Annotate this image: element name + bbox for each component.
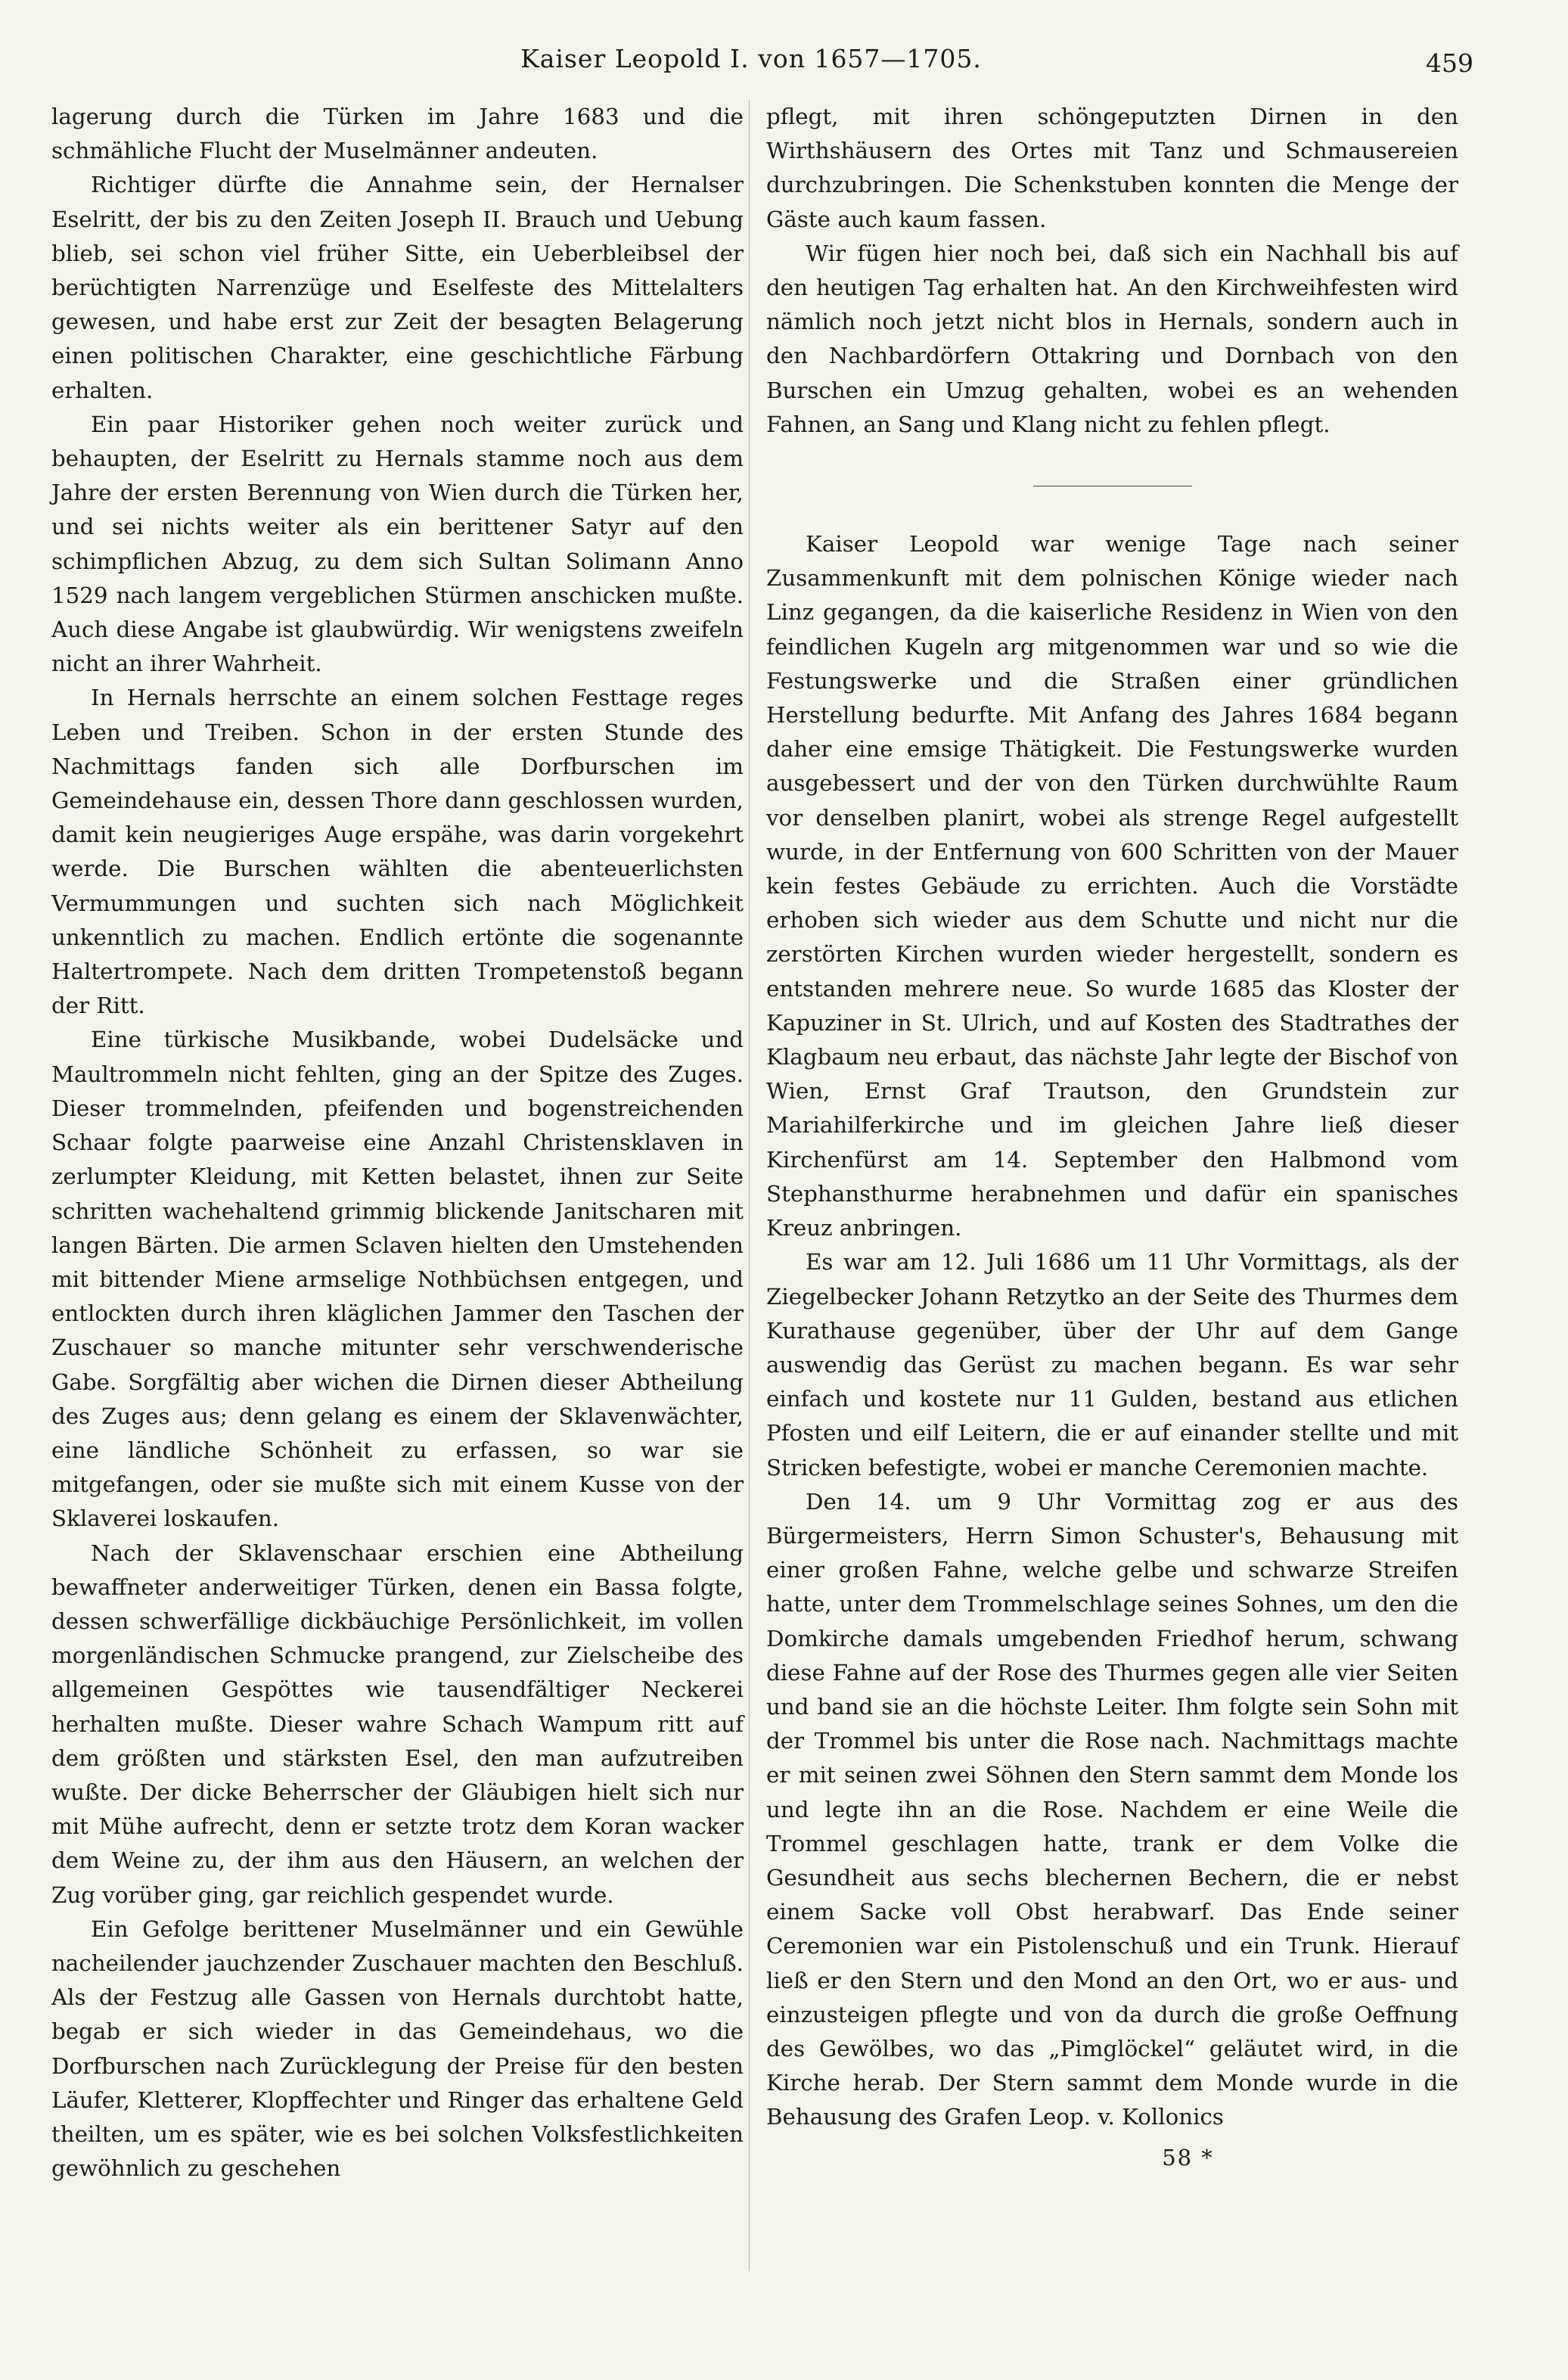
running-title: Kaiser Leopold I. von 1657—1705. [520, 44, 982, 73]
paragraph: Es war am 12. Juli 1686 um 11 Uhr Vormittags, als der Ziegelbecker Johann Retzytko an der Seite des Thurmes dem Kurathause gegenüber, über der Uhr auf dem Gange auswendig das Gerüst zu machen begann. Es war sehr einfach und kostete nur 11 Gulden, bestand aus etlichen Pfosten und eilf Leitern, die er auf einander stellte und mit Stricken befestigte, wobei er manche Ceremonien machte. [766, 1249, 1458, 1481]
paragraph: Ein paar Historiker gehen noch weiter zurück und behaupten, der Eselritt zu Hernals stamme noch aus dem Jahre der ersten Berennung von Wien durch die Türken her, und sei nichts weiter als ein berittener Satyr auf den schimpflichen Abzug, zu dem sich Sultan Solimann Anno 1529 nach langem vergeblichen Stürmen anschicken mußte. Auch diese Angabe ist glaubwürdig. Wir wenigstens zweifeln nicht an ihrer Wahrheit. [51, 411, 744, 677]
column-divider [749, 100, 750, 2271]
left-column [51, 100, 744, 2186]
paragraph: Den 14. um 9 Uhr Vormittag zog er aus des Bürgermeisters, Herrn Simon Schuster's, Behausung mit einer großen Fahne, welche gelbe und schwarze Streifen hatte, unter dem Trommelschlage seines Sohnes, um den die Domkirche damals umgebenden Friedhof herum, schwang diese Fahne auf der Rose des Thurmes gegen alle vier Seiten und band sie an die höchste Leiter. Ihm folgte sein Sohn mit der Trommel bis unter die Rose nach. Nachmittags machte er mit seinen zwei Söhnen den Stern sammt dem Monde los und legte ihn an die Rose. Nachdem er eine Weile die Trommel geschlagen hatte, trank er dem Volke die Gesundheit aus sechs blechernen Bechern, die er nebst einem Sacke voll Obst herabwarf. Das Ende seiner Ceremonien war ein Pistolenschuß und ein Trunk. Hierauf ließ er den Stern und den Mond an den Ort, wo er aus- und einzusteigen pflegte und von da durch die große Oeffnung des Gewölbes, wo das „Pimglöckel“ geläutet wird, in die Kirche herab. Der Stern sammt dem Monde wurde in die Behausung des Grafen Leop. v. Kollonics [766, 1488, 1458, 2130]
paragraph: In Hernals herrschte an einem solchen Festtage reges Leben und Treiben. Schon in der ersten Stunde des Nachmittags fanden sich alle Dorfburschen im Gemeindehause ein, dessen Thore dann geschlossen wurden, damit kein neugieriges Auge erspähe, was darin vorgekehrt werde. Die Burschen wählten die abenteuerlichsten Vermummungen und suchten sich nach Möglichkeit unkenntlich zu machen. Endlich ertönte die sogenannte Haltertrompete. Nach dem dritten Trompetenstoß begann der Ritt. [51, 685, 744, 1019]
paragraph: Kaiser Leopold war wenige Tage nach seiner Zusammenkunft mit dem polnischen Könige wieder nach Linz gegangen, da die kaiserliche Residenz in Wien von den feindlichen Kugeln arg mitgenommen war und so wie die Festungswerke und die Straßen einer gründlichen Herstellung bedurfte. Mit Anfang des Jahres 1684 begann daher eine emsige Thätigkeit. Die Festungswerke wurden ausgebessert und der von den Türken durchwühlte Raum vor denselben planirt, wobei als strenge Regel aufgestellt wurde, in der Entfernung von 600 Schritten von der Mauer kein festes Gebäude zu errichten. Auch die Vorstädte erhoben sich wieder aus dem Schutte und nicht nur die zerstörten Kirchen wurden wieder hergestellt, sondern es entstanden mehrere neue. So wurde 1685 das Kloster der Kapuziner in St. Ulrich, und auf Kosten des Stadtrathes der Klagbaum neu erbaut, das nächste Jahr legte der Bischof von Wien, Ernst Graf Trautson, den Grundstein zur Mariahilferkirche und im gleichen Jahre ließ dieser Kirchenfürst am 14. September den Halbmond vom Stephansthurme herabnehmen und dafür ein spanisches Kreuz anbringen. [766, 531, 1458, 1241]
paragraph: Nach der Sklavenschaar erschien eine Abtheilung bewaffneter anderweitiger Türken, denen ein Bassa folgte, dessen schwerfällige dickbäuchige Persönlichkeit, im vollen morgenländischen Schmucke prangend, zur Zielscheibe des allgemeinen Gespöttes wie tausendfältiger Neckerei herhalten mußte. Dieser wahre Schach Wampum ritt auf dem größten und stärksten Esel, den man aufzutreiben wußte. Der dicke Beherrscher der Gläubigen hielt sich nur mit Mühe aufrecht, denn er setzte trotz dem Koran wacker dem Weine zu, der ihm aus den Häusern, an welchen der Zug vorüber ging, gar reichlich gespendet wurde. [51, 1540, 744, 1908]
signature-mark: 58 * [1162, 2144, 1214, 2170]
page-number: 459 [1426, 48, 1473, 78]
paragraph: Wir fügen hier noch bei, daß sich ein Nachhall bis auf den heutigen Tag erhalten hat. An den Kirchweihfesten wird nämlich noch jetzt nicht blos in Hernals, sondern auch in den Nachbardörfern Ottakring und Dornbach von den Burschen ein Umzug gehalten, wobei es an wehenden Fahnen, an Sang und Klang nicht zu fehlen pflegt. [766, 240, 1458, 437]
page-header [51, 44, 1473, 89]
paragraph: pflegt, mit ihren schöngeputzten Dirnen in den Wirthshäusern des Ortes mit Tanz und Schmausereien durchzubringen. Die Schenkstuben konnten die Menge der Gäste auch kaum fassen. [766, 104, 1458, 232]
paragraph: Richtiger dürfte die Annahme sein, der Hernalser Eselritt, der bis zu den Zeiten Joseph II. Brauch und Uebung blieb, sei schon viel früher Sitte, ein Ueberbleibsel der berüchtigten Narrenzüge und Eselfeste des Mittelalters gewesen, und habe erst zur Zeit der besagten Belagerung einen politischen Charakter, eine geschichtliche Färbung erhalten. [51, 172, 744, 403]
right-column [766, 100, 1458, 2175]
paragraph: lagerung durch die Türken im Jahre 1683 und die schmähliche Flucht der Muselmänner andeuten. [51, 104, 744, 164]
paragraph: Ein Gefolge berittener Muselmänner und ein Gewühle nacheilender jauchzender Zuschauer machten den Beschluß. Als der Festzug alle Gassen von Hernals durchtobt hatte, begab er sich wieder in das Gemeindehaus, wo die Dorfburschen nach Zurücklegung der Preise für den besten Läufer, Kletterer, Klopffechter und Ringer das erhaltene Geld theilten, um es später, wie es bei solchen Volksfestlichkeiten gewöhnlich zu geschehen [51, 1915, 744, 2182]
paragraph: Eine türkische Musikbande, wobei Dudelsäcke und Maultrommeln nicht fehlten, ging an der Spitze des Zuges. Dieser trommelnden, pfeifenden und bogenstreichenden Schaar folgte paarweise eine Anzahl Christensklaven in zerlumpter Kleidung, mit Ketten belastet, ihnen zur Seite schritten wachehaltend grimmig blickende Janitscharen mit langen Bärten. Die armen Sclaven hielten den Umstehenden mit bittender Miene armselige Nothbüchsen entgegen, und entlockten durch ihren kläglichen Jammer den Taschen der Zuschauer so manche mitunter sehr verschwenderische Gabe. Sorgfältig aber wichen die Dirnen dieser Abtheilung des Zuges aus; denn gelang es einem der Sklavenwächter, eine ländliche Schönheit zu erfassen, so war sie mitgefangen, oder sie mußte sich mit einem Kusse von der Sklaverei loskaufen. [51, 1027, 744, 1532]
